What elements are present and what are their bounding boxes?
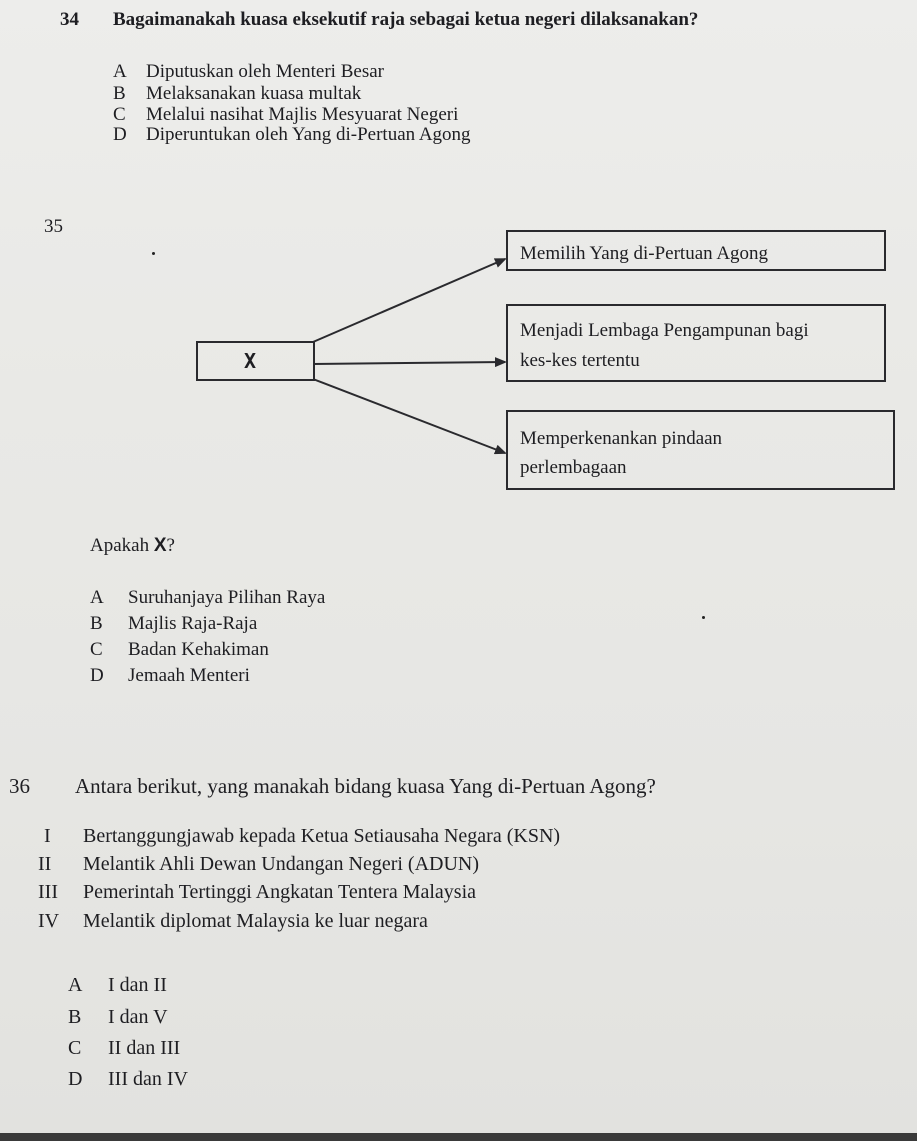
q36-option-d-letter[interactable]: D [68, 1068, 83, 1090]
diagram-target-box-1 [506, 230, 886, 271]
diagram-target-3-line-2: perlembagaan [520, 457, 627, 478]
q35-prompt-suffix: ? [166, 535, 175, 556]
arrow-to-target-1 [313, 259, 505, 342]
q36-option-a-text[interactable]: I dan II [108, 974, 167, 996]
arrow-to-target-3 [313, 379, 505, 453]
q36-option-b-text[interactable]: I dan V [108, 1006, 168, 1028]
q34-option-b-letter[interactable]: B [113, 83, 126, 104]
q35-option-b-letter[interactable]: B [90, 613, 103, 634]
q36-option-c-letter[interactable]: C [68, 1037, 82, 1059]
q34-option-a-text[interactable]: Diputuskan oleh Menteri Besar [146, 61, 384, 82]
q34-option-c-text[interactable]: Melalui nasihat Majlis Mesyuarat Negeri [146, 104, 459, 125]
q36-statement-4-roman: IV [38, 910, 60, 932]
arrow-to-target-2 [313, 362, 505, 364]
q35-option-a-letter[interactable]: A [90, 587, 104, 608]
q35-prompt-x: X [153, 535, 167, 556]
q35-number: 35 [44, 216, 63, 237]
q36-statement-4-text: Melantik diplomat Malaysia ke luar negara [83, 910, 428, 932]
q34-option-d-text[interactable]: Diperuntukan oleh Yang di-Pertuan Agong [146, 124, 471, 145]
page-bottom-edge [0, 1133, 917, 1141]
q36-statement-1-roman: I [44, 825, 51, 847]
q36-number: 36 [9, 774, 30, 798]
q36-option-c-text[interactable]: II dan III [108, 1037, 181, 1059]
q36-statement-3-text: Pemerintah Tertinggi Angkatan Tentera Malaysia [83, 881, 477, 903]
q35-prompt-prefix: Apakah [90, 535, 154, 556]
q34-question: Bagaimanakah kuasa eksekutif raja sebagai ketua negeri dilaksanakan? [113, 9, 699, 30]
diagram-box-x [196, 341, 315, 381]
q35-option-c-text[interactable]: Badan Kehakiman [128, 639, 269, 660]
diagram-target-2-line-1: Menjadi Lembaga Pengampunan bagi [520, 320, 809, 341]
diagram-target-1-line-1: Memilih Yang di-Pertuan Agong [520, 243, 769, 264]
q36-option-a-letter[interactable]: A [68, 974, 83, 996]
diagram-box-x-label: X [244, 349, 257, 373]
q35-option-b-text[interactable]: Majlis Raja-Raja [128, 613, 258, 634]
q36-statement-1-text: Bertanggungjawab kepada Ketua Setiausaha Negara (KSN) [83, 825, 561, 847]
q36-question: Antara berikut, yang manakah bidang kuasa Yang di-Pertuan Agong? [75, 774, 656, 798]
q36-statement-2-roman: II [38, 853, 52, 875]
speck-mark-2 [702, 616, 705, 619]
q36-statement-3-roman: III [38, 881, 58, 903]
q34-option-d-letter[interactable]: D [113, 124, 127, 145]
diagram-target-box-2 [506, 304, 886, 382]
q36-option-b-letter[interactable]: B [68, 1006, 82, 1028]
q35-option-c-letter[interactable]: C [90, 639, 103, 660]
q35-option-a-text[interactable]: Suruhanjaya Pilihan Raya [128, 587, 326, 608]
q34-option-b-text[interactable]: Melaksanakan kuasa multak [146, 83, 362, 104]
q34-number: 34 [60, 9, 79, 30]
diagram-target-box-3 [506, 410, 895, 490]
q35-option-d-letter[interactable]: D [90, 665, 104, 686]
q36-option-d-text[interactable]: III dan IV [108, 1068, 188, 1090]
diagram-target-2-line-2: kes-kes tertentu [520, 350, 640, 371]
q35-prompt [90, 535, 175, 557]
diagram-target-3-line-1: Memperkenankan pindaan [520, 428, 723, 449]
q35-option-d-text[interactable]: Jemaah Menteri [128, 665, 250, 686]
q34-option-a-letter[interactable]: A [113, 61, 127, 82]
speck-mark [152, 252, 155, 255]
q36-statement-2-text: Melantik Ahli Dewan Undangan Negeri (ADUN) [83, 853, 480, 875]
q34-option-c-letter[interactable]: C [113, 104, 126, 125]
